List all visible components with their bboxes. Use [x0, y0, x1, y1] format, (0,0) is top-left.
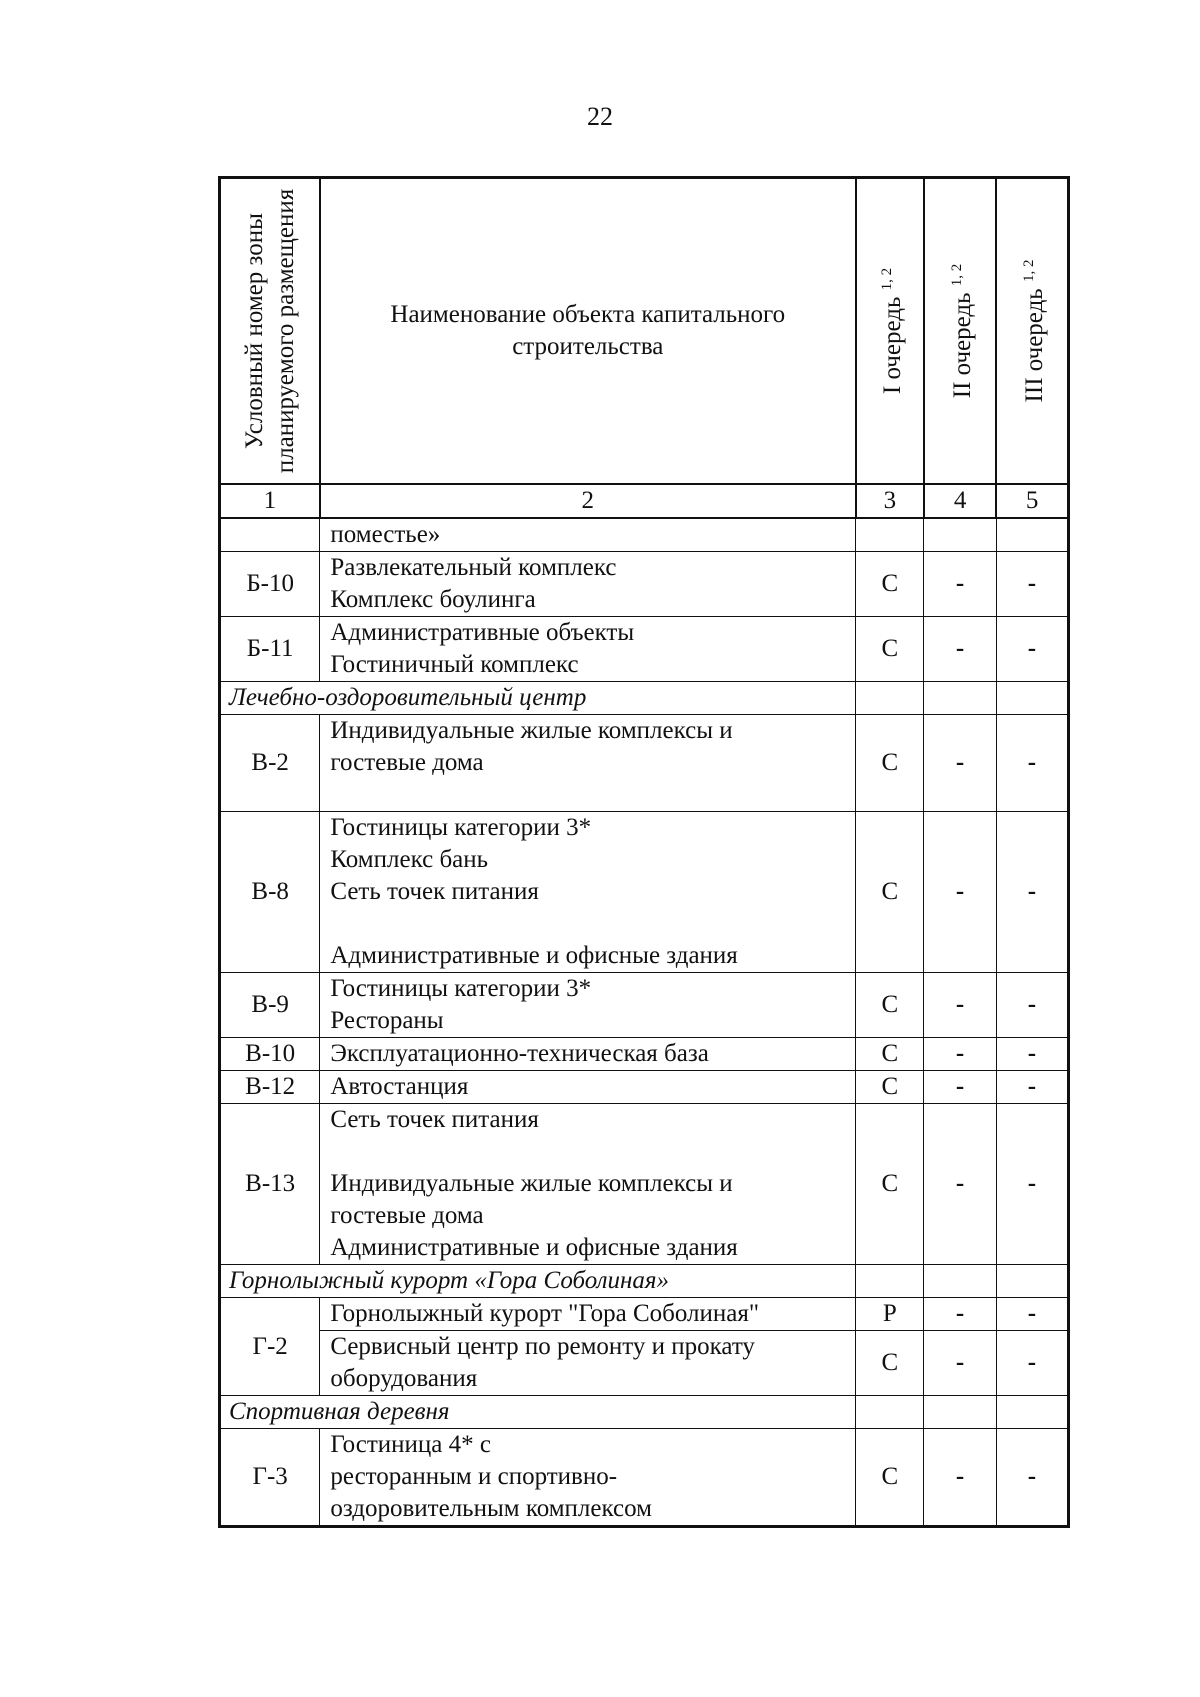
phase-1-value: С: [856, 973, 924, 1038]
phase-3-value: -: [996, 1071, 1068, 1104]
col-number: 3: [856, 484, 924, 518]
page-number: 22: [587, 102, 613, 131]
phase-2-value: [924, 518, 996, 552]
blank-line: [330, 1136, 855, 1168]
zone-number: Г-3: [220, 1429, 320, 1527]
object-name-line: Гостиница 4* с: [330, 1431, 491, 1458]
phase-3-value: -: [996, 1104, 1068, 1265]
object-name-line: Рестораны: [330, 1007, 444, 1034]
zone-number: В-2: [220, 715, 320, 812]
object-name-cell: [320, 518, 856, 552]
phase-3-value: [996, 518, 1068, 552]
col-number: 5: [996, 484, 1068, 518]
header-zone-label: Условный номер зоны планируемого размещения: [240, 188, 299, 474]
column-number-row: [220, 484, 1069, 518]
table-row: [220, 1104, 1069, 1265]
phase-2-value: -: [924, 1038, 996, 1071]
object-name-line: Административные объекты: [330, 619, 635, 646]
table-row: [220, 1071, 1069, 1104]
header-q1-cell: [856, 178, 924, 485]
phase-3-value: -: [996, 1429, 1068, 1527]
header-zone-cell: [220, 178, 320, 485]
phase-2-value: -: [924, 1298, 996, 1331]
phase-1-value: С: [856, 1429, 924, 1527]
object-name-line: ресторанным и спортивно-: [330, 1463, 618, 1490]
empty-cell: [924, 682, 996, 715]
object-name-line: оборудования: [330, 1365, 478, 1392]
object-name-cell: [320, 1429, 856, 1527]
object-name-line: Гостиницы категории 3*: [330, 975, 592, 1002]
section-title: Горнолыжный курорт «Гора Соболиная»: [220, 1265, 856, 1298]
phase-1-value: С: [856, 812, 924, 973]
object-name-line: поместье»: [330, 521, 441, 548]
section-row: [220, 1396, 1069, 1429]
zone-number: В-8: [220, 812, 320, 973]
object-name-line: Индивидуальные жилые комплексы и: [330, 717, 733, 744]
object-name-cell: [320, 552, 856, 617]
object-name-line: Сеть точек питания: [330, 878, 539, 905]
empty-cell: [856, 1396, 924, 1429]
object-name-line: Автостанция: [330, 1073, 469, 1100]
object-name-line: Комплекс боулинга: [330, 586, 536, 613]
phase-2-value: -: [924, 1104, 996, 1265]
object-name-line: Гостиничный комплекс: [330, 651, 579, 678]
phase-2-value: -: [924, 1331, 996, 1396]
phase-3-value: -: [996, 1038, 1068, 1071]
col-number: 2: [320, 484, 856, 518]
object-name-cell: [320, 973, 856, 1038]
phase-1-value: С: [856, 617, 924, 682]
phase-2-value: -: [924, 1429, 996, 1527]
phase-1-value: С: [856, 1038, 924, 1071]
table-row: [220, 1298, 1069, 1331]
phase-2-value: -: [924, 1071, 996, 1104]
section-row: [220, 1265, 1069, 1298]
phase-2-value: -: [924, 617, 996, 682]
empty-cell: [996, 1265, 1068, 1298]
header-name-label: Наименование объекта капитального строительства: [390, 301, 786, 360]
empty-cell: [996, 1396, 1068, 1429]
phase-1-value: С: [856, 1331, 924, 1396]
empty-cell: [856, 1265, 924, 1298]
footnote-mark: 1, 2: [878, 267, 895, 291]
table-row: [220, 552, 1069, 617]
phase-3-value: -: [996, 973, 1068, 1038]
table-row: [220, 973, 1069, 1038]
object-name-cell: [320, 1071, 856, 1104]
object-name-line: Индивидуальные жилые комплексы и: [330, 1170, 733, 1197]
col-number: 4: [924, 484, 996, 518]
table-row: [220, 1429, 1069, 1527]
object-name-line: Горнолыжный курорт "Гора Соболиная": [330, 1300, 760, 1327]
object-name-cell: [320, 617, 856, 682]
phase-3-value: -: [996, 812, 1068, 973]
header-q3-label: III очередь $^{1, 2}$: [1020, 259, 1049, 403]
phase-3-value: -: [996, 715, 1068, 812]
object-name-cell: [320, 1298, 856, 1331]
phase-1-value: С: [856, 715, 924, 812]
header-q2-label: II очередь $^{1, 2}$: [948, 263, 977, 399]
phase-3-value: -: [996, 1298, 1068, 1331]
phase-1-value: С: [856, 1071, 924, 1104]
table-row: [220, 617, 1069, 682]
header-q1-label: I очередь $^{1, 2}$: [878, 267, 907, 395]
table-row: [220, 1038, 1069, 1071]
zone-number: Б-11: [220, 617, 320, 682]
object-name-cell: [320, 715, 856, 812]
zone-number: В-9: [220, 973, 320, 1038]
empty-cell: [924, 1265, 996, 1298]
header-q3-cell: [996, 178, 1068, 485]
phase-2-value: -: [924, 715, 996, 812]
object-name-line: Сеть точек питания: [330, 1106, 539, 1133]
object-name-line: Эксплуатационно-техническая база: [330, 1040, 709, 1067]
table-row: [220, 715, 1069, 812]
object-name-line: Административные и офисные здания: [330, 942, 738, 969]
object-name-line: гостевые дома: [330, 1202, 484, 1229]
empty-cell: [996, 682, 1068, 715]
table-row: [220, 812, 1069, 973]
object-name-line: оздоровительным комплексом: [330, 1495, 652, 1522]
phase-2-value: -: [924, 812, 996, 973]
object-name-line: Гостиницы категории 3*: [330, 814, 592, 841]
zone-number: В-12: [220, 1071, 320, 1104]
object-name-line: Комплекс бань: [330, 846, 489, 873]
objects-table: [218, 176, 1070, 1528]
phase-3-value: -: [996, 617, 1068, 682]
phase-3-value: -: [996, 552, 1068, 617]
zone-number: Г-2: [220, 1298, 320, 1396]
footnote-mark: 1, 2: [1020, 259, 1037, 283]
section-row: [220, 682, 1069, 715]
phase-2-value: -: [924, 552, 996, 617]
phase-3-value: -: [996, 1331, 1068, 1396]
object-name-cell: [320, 1331, 856, 1396]
empty-cell: [924, 1396, 996, 1429]
object-name-cell: [320, 1104, 856, 1265]
empty-cell: [856, 682, 924, 715]
blank-line: [330, 908, 855, 940]
object-name-cell: [320, 812, 856, 973]
zone-number: В-13: [220, 1104, 320, 1265]
zone-number: В-10: [220, 1038, 320, 1071]
zone-number: Б-10: [220, 552, 320, 617]
phase-1-value: С: [856, 552, 924, 617]
section-title: Лечебно-оздоровительный центр: [220, 682, 856, 715]
object-name-line: Развлекательный комплекс: [330, 554, 617, 581]
blank-line: [330, 779, 855, 811]
object-name-line: Административные и офисные здания: [330, 1234, 738, 1261]
phase-2-value: -: [924, 973, 996, 1038]
phase-1-value: [856, 518, 924, 552]
object-name-line: гостевые дома: [330, 749, 484, 776]
table-row: [220, 518, 1069, 552]
object-name-cell: [320, 1038, 856, 1071]
header-q2-cell: [924, 178, 996, 485]
object-name-line: Сервисный центр по ремонту и прокату: [330, 1333, 755, 1360]
header-name-cell: [320, 178, 856, 485]
phase-1-value: Р: [856, 1298, 924, 1331]
section-title: Спортивная деревня: [220, 1396, 856, 1429]
header-row: [220, 178, 1069, 485]
footnote-mark: 1, 2: [948, 263, 965, 287]
phase-1-value: С: [856, 1104, 924, 1265]
table-row: [220, 1331, 1069, 1396]
col-number: 1: [220, 484, 320, 518]
zone-number: [220, 518, 320, 552]
